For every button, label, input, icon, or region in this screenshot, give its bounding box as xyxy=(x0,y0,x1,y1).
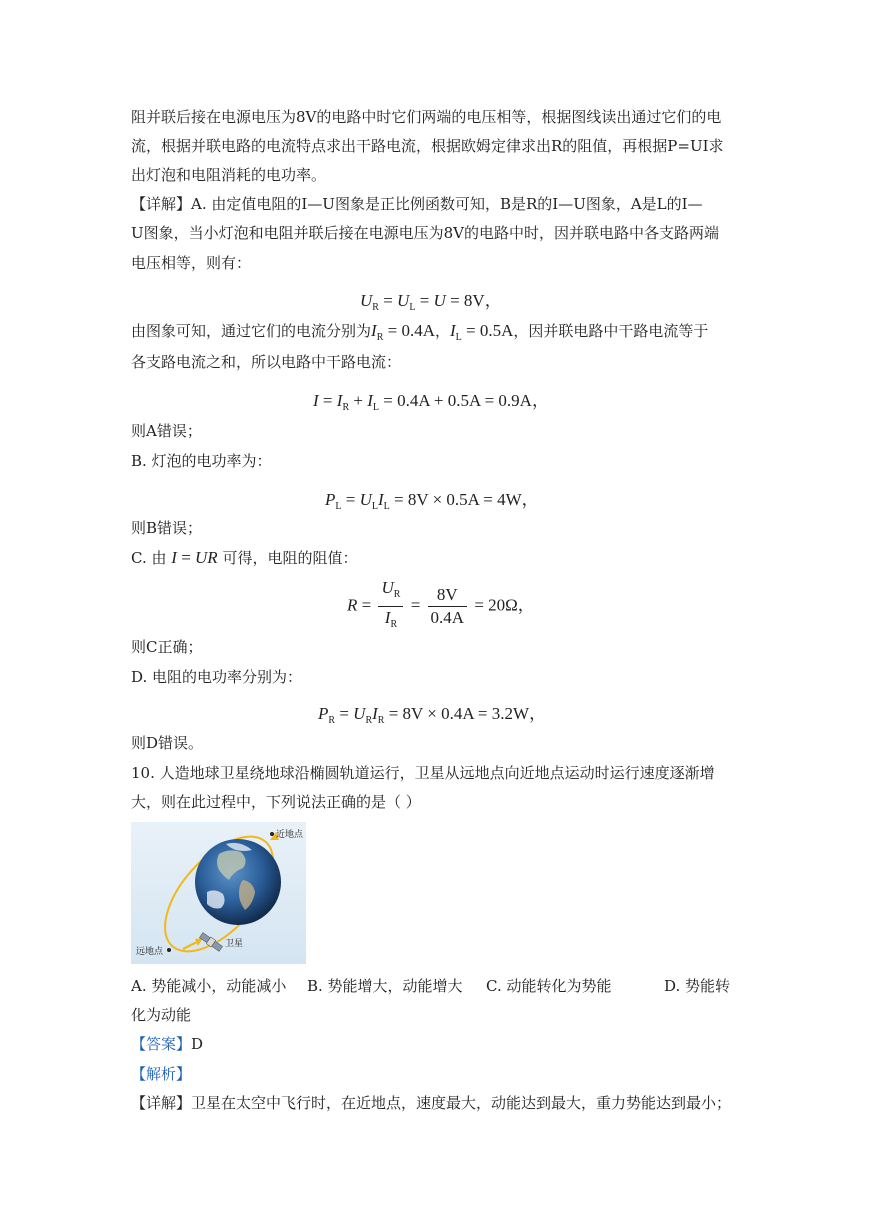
verdict-d: 则D错误。 xyxy=(131,734,204,752)
detail-line xyxy=(131,194,703,214)
analysis-line xyxy=(131,1064,191,1084)
equation-power-l: $P_L = U_LI_L = 8V \times 0.5A = 4W$， xyxy=(325,490,539,512)
far-point-label: 远地点 xyxy=(136,947,164,957)
verdict-a: 则A错误； xyxy=(131,422,202,440)
eq-tail: ， xyxy=(484,291,502,310)
fraction: $\frac{8V}{0.4A}$ xyxy=(428,584,468,629)
text-line: 各支路电流之和，所以电路中干路电流： xyxy=(131,353,402,371)
verdict-b: 则B错误； xyxy=(131,519,203,537)
text-line: 流，根据并联电路的电流特点求出干路电流，根据欧姆定律求出R的阻值，再根据P=UI求 xyxy=(131,137,724,155)
inline-math: I = UR xyxy=(171,548,218,567)
eq-tail: ， xyxy=(521,490,539,509)
detail-text: A. 由定值电阻的I—U图象是正比例函数可知，B是R的I—U图象，A是L的I— xyxy=(191,195,703,213)
eq-tail: ， xyxy=(529,704,547,723)
analysis-tag: 【解析】 xyxy=(131,1065,192,1083)
text-line: 电压相等，则有： xyxy=(131,254,252,272)
eq-rhs: = 20Ω xyxy=(474,595,518,615)
equation-power-r: $P_R = U_RI_R = 8V \times 0.4A = 3.2W$， xyxy=(318,704,547,726)
answer-tag: 【答案】 xyxy=(131,1035,192,1053)
choice-d: D. 势能转 xyxy=(664,977,731,995)
option-c-intro xyxy=(131,548,358,568)
choice-d-continued: 化为动能 xyxy=(131,1006,192,1024)
inline-value: = 0.5A xyxy=(466,321,514,340)
choice-c: C. 动能转化为势能 xyxy=(486,977,612,995)
eq-rhs: = 8V × 0.5A = 4W xyxy=(394,490,522,509)
text-seg: 由图象可知，通过它们的电流分别为 xyxy=(131,322,372,340)
verdict-c: 则C正确； xyxy=(131,638,203,656)
choice-b: B. 势能增大，动能增大 xyxy=(307,977,463,995)
answer-value: D xyxy=(191,1035,204,1053)
text-seg: 可得，电阻的阻值： xyxy=(222,549,358,567)
satellite-orbit-figure xyxy=(131,822,306,964)
eq-tail: ， xyxy=(517,595,535,615)
equation-voltage: $U_R = U_L = U = 8V$， xyxy=(360,291,502,313)
detail-tag: 【详解】 xyxy=(131,1094,192,1112)
detail-line xyxy=(131,1093,731,1113)
choice-a: A. 势能减小，动能减小 xyxy=(131,977,287,995)
text-line: 阻并联后接在电源电压为8V的电路中时它们两端的电压相等，根据图线读出通过它们的电 xyxy=(131,108,722,126)
equation-current: $I = I_R + I_L = 0.4A + 0.5A = 0.9A$， xyxy=(313,391,549,413)
text-seg: C. 由 xyxy=(131,549,167,567)
inline-math: $I_L = 0.5A$ xyxy=(450,321,514,343)
near-point-label: 近地点 xyxy=(276,830,304,840)
text-seg: ， xyxy=(434,322,450,340)
option-d-intro: D. 电阻的电功率分别为： xyxy=(131,668,303,686)
text-line: 出灯泡和电阻消耗的电功率。 xyxy=(131,166,327,184)
text-line xyxy=(131,321,708,348)
option-b-intro: B. 灯泡的电功率为： xyxy=(131,452,272,470)
question-10-line: 10. 人造地球卫星绕地球沿椭圆轨道运行，卫星从远地点向近地点运动时运行速度逐渐增 xyxy=(131,764,715,782)
equation-resistance: R = $\frac{U_R}{I_R}$ = $\frac{8V}{0.4A}$ = 20Ω， xyxy=(347,577,535,636)
near-point-dot xyxy=(270,832,274,836)
far-point-dot xyxy=(167,948,171,952)
fraction: $\frac{U_R}{I_R}$ xyxy=(378,577,403,636)
eq-rhs: = 8V × 0.4A = 3.2W xyxy=(388,704,530,723)
eq-rhs: = 8V xyxy=(450,291,485,310)
answer-line xyxy=(131,1034,203,1054)
inline-math: $I_R = 0.4A$ xyxy=(371,321,435,343)
text-line: U图象，当小灯泡和电阻并联后接在电源电压为8V的电路中时，因并联电路中各支路两端 xyxy=(131,224,720,242)
question-10-line: 大，则在此过程中，下列说法正确的是（ ） xyxy=(131,793,421,811)
eq-rhs: = 0.4A + 0.5A = 0.9A xyxy=(383,391,532,410)
inline-value: = 0.4A xyxy=(387,321,435,340)
text-seg: ，因并联电路中干路电流等于 xyxy=(513,322,709,340)
detail-tag: 【详解】 xyxy=(131,195,192,213)
satellite-label: 卫星 xyxy=(225,939,244,949)
detail-text: 卫星在太空中飞行时，在近地点，速度最大，动能达到最大，重力势能达到最小； xyxy=(191,1094,732,1112)
eq-tail: ， xyxy=(531,391,549,410)
